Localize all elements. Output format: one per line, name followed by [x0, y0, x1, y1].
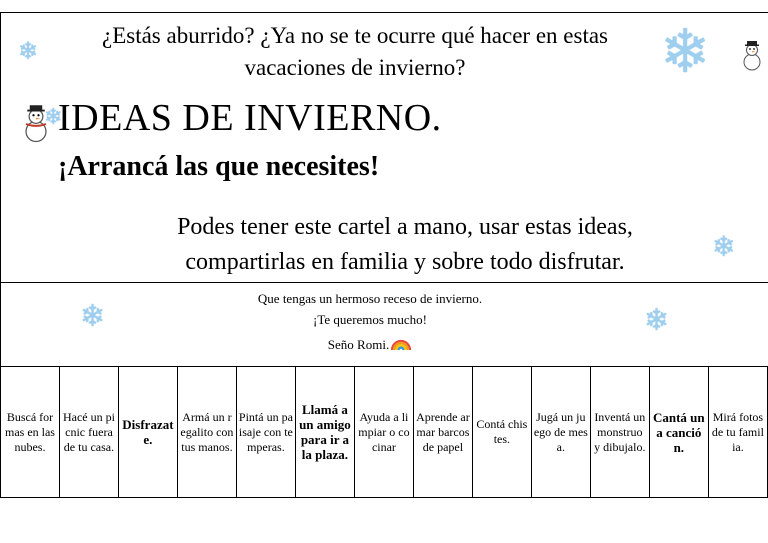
snowflake-icon: ❄ [712, 232, 736, 263]
snowflake-icon: ❄ [18, 39, 39, 65]
strip-row [1, 367, 768, 498]
farewell-message [200, 288, 540, 358]
tear-off-strip[interactable]: Disfrazate. [118, 367, 177, 498]
snowflake-icon: ❄ [660, 19, 711, 85]
snowflake-icon: ❄ [44, 104, 63, 129]
snowflake-icon: ❄ [80, 300, 106, 333]
tear-off-strip[interactable]: Jugá un juego de mesa. [531, 367, 590, 498]
signature: Seño Romi. [327, 337, 390, 352]
tear-off-strip[interactable]: Pintá un paisaje con temperas. [236, 367, 295, 498]
tear-off-strip[interactable]: Buscá formas en las nubes. [1, 367, 60, 498]
signature-line [200, 330, 540, 358]
wish-line-1: Que tengas un hermoso receso de invierno. [257, 291, 483, 306]
page-title: IDEAS DE INVIERNO. [58, 97, 442, 139]
intro-question: ¿Estás aburrido? ¿Ya no se te ocurre qué hacer en estas vacaciones de invierno? [101, 23, 608, 80]
tear-off-strip[interactable]: Contá chistes. [472, 367, 531, 498]
subtitle: ¡Arrancá las que necesites! [58, 151, 380, 182]
snowflake-icon: ❄ [644, 304, 670, 337]
tear-off-strip[interactable]: Armá un regalito con tus manos. [177, 367, 236, 498]
snowman-icon [738, 40, 766, 72]
tear-off-strip[interactable]: Hacé un picnic fuera de tu casa. [59, 367, 118, 498]
tear-off-strip[interactable]: Aprende armar barcos de papel [413, 367, 472, 498]
tear-off-strip[interactable]: Llamá a un amigo para ir a la plaza. [295, 367, 354, 498]
tear-off-strip[interactable]: Cantá una canción. [649, 367, 708, 498]
tear-off-strips [0, 366, 768, 498]
tear-off-strip[interactable]: Ayuda a limpiar o cocinar [354, 367, 413, 498]
wish-line-2: ¡Te queremos mucho! [313, 312, 427, 327]
body-paragraph: Podes tener este cartel a mano, usar estas ideas, compartirlas en familia y sobre todo disfrutar. [177, 214, 633, 275]
tear-off-strip[interactable]: Mirá fotos de tu familia. [708, 367, 767, 498]
rainbow-icon [390, 330, 412, 358]
tear-off-strip[interactable]: Inventá un monstruo y dibujalo. [590, 367, 649, 498]
